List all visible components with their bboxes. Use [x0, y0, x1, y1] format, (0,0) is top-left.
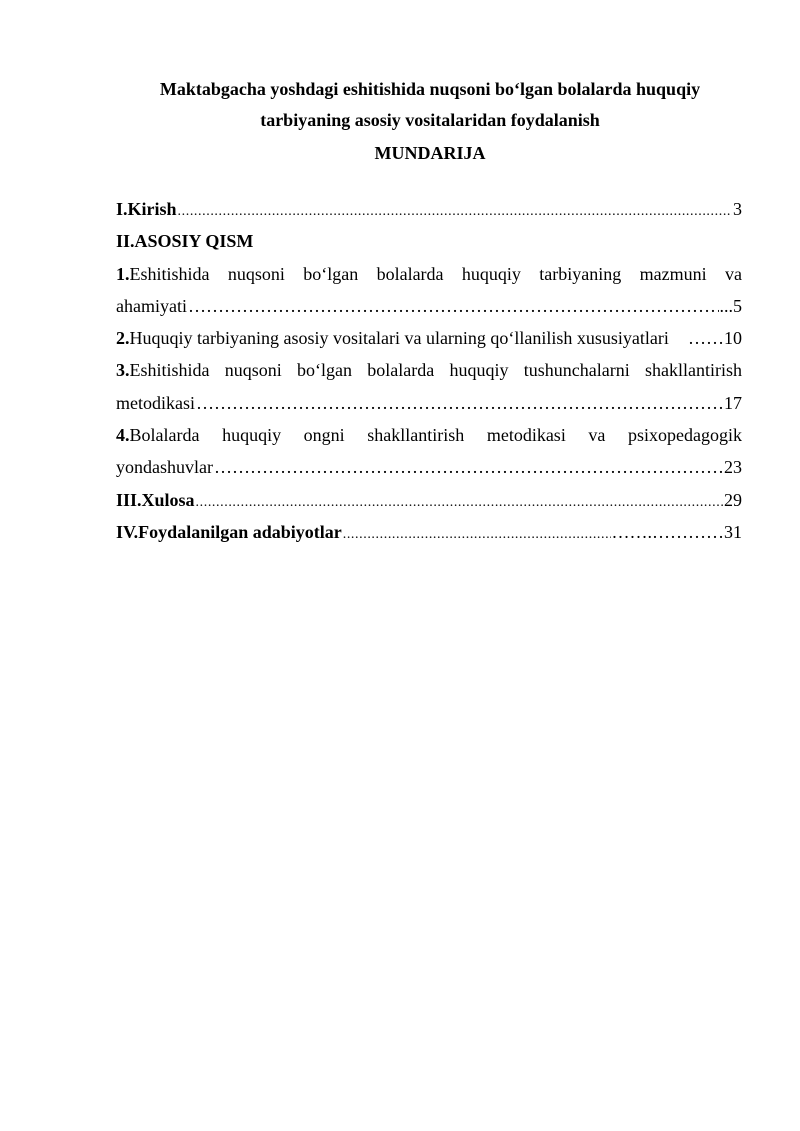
toc-page-number: 29	[724, 489, 742, 510]
toc-entry-4-line-1	[116, 419, 742, 451]
toc-entry-text: metodikasi	[116, 392, 195, 413]
toc-word: tushunchalarni	[523, 360, 630, 381]
toc-word: va	[588, 425, 606, 446]
toc-page-number: 23	[724, 457, 742, 478]
dot-leader	[196, 387, 723, 419]
toc-word: bo‘lgan	[297, 360, 352, 381]
toc-entry-1-line-1	[116, 258, 742, 290]
dot-leader	[188, 290, 719, 322]
toc-entry-number: 3.	[116, 360, 130, 381]
toc-entry-label: IV.Foydalanilgan adabiyotlar	[116, 521, 342, 542]
toc-page-number: …….…………31	[611, 521, 742, 542]
toc-word: bo‘lgan	[303, 263, 359, 284]
toc-word: huquqiy	[449, 360, 509, 381]
toc-word: bolalarda	[367, 360, 435, 381]
toc-entry-number: 4.	[116, 425, 130, 446]
toc-word: ongni	[303, 425, 345, 446]
toc-word: mazmuni	[639, 263, 707, 284]
document-title-line-2: tarbiyaning asosiy vositalaridan foydalanish	[260, 110, 600, 130]
toc-entry-kirish	[116, 193, 742, 225]
toc-page-number: 17	[724, 392, 742, 413]
toc-entry-label: I.Kirish	[116, 199, 177, 219]
toc-word: huquqiy	[461, 263, 521, 284]
toc-entry-adabiyotlar	[116, 516, 742, 548]
toc-entry-4-line-2	[116, 451, 742, 483]
title-block	[110, 74, 750, 169]
toc-word: va	[724, 263, 742, 284]
toc-word	[116, 258, 210, 290]
toc-page-number: ...5	[719, 295, 742, 316]
toc-entry-1-line-2	[116, 290, 742, 322]
toc-word: metodikasi	[486, 425, 566, 446]
toc-word: Eshitishida	[129, 360, 210, 381]
toc-entry-xulosa	[116, 484, 742, 516]
toc-entry-3-line-2	[116, 387, 742, 419]
toc-entry-3-line-1	[116, 354, 742, 386]
toc-word: shakllantirish	[644, 360, 742, 381]
toc-word: Eshitishida	[129, 263, 210, 284]
toc-entry-number: 1.	[116, 263, 130, 284]
contents-heading: MUNDARIJA	[374, 143, 486, 163]
toc-entry-2	[116, 322, 742, 354]
toc-entry-text-wrap	[116, 322, 669, 354]
toc-word: Bolalarda	[129, 425, 200, 446]
toc-word: bolalarda	[376, 263, 444, 284]
toc-word: nuqsoni	[224, 360, 282, 381]
toc-word: nuqsoni	[227, 263, 285, 284]
toc-word: psixopedagogik	[627, 425, 742, 446]
toc-word	[116, 354, 210, 386]
toc-entry-text: Huquqiy tarbiyaning asosiy vositalari va ularning qo‘llanilish xususiyatlari	[129, 328, 669, 349]
toc-entry-asosiy-qism	[116, 225, 742, 257]
dot-leader	[214, 451, 723, 483]
toc-entry-label: III.Xulosa	[116, 489, 195, 510]
toc-word: tarbiyaning	[539, 263, 622, 284]
toc-entry-number: 2.	[116, 328, 130, 349]
toc-word	[116, 419, 199, 451]
toc-page-number: 3	[733, 199, 742, 219]
toc-word: shakllantirish	[367, 425, 465, 446]
dot-leader	[178, 193, 732, 225]
toc-entry-text: yondashuvlar	[116, 457, 213, 478]
toc-section-label: II.ASOSIY QISM	[116, 231, 254, 252]
toc-entry-text: ahamiyati	[116, 295, 187, 316]
dot-leader	[343, 516, 611, 548]
toc-word: huquqiy	[222, 425, 282, 446]
document-title-line-1: Maktabgacha yoshdagi eshitishida nuqsoni bo‘lgan bolalarda huquqiy	[159, 79, 701, 99]
dot-leader	[196, 484, 723, 516]
table-of-contents	[116, 193, 742, 548]
toc-page-number: ……10	[688, 328, 742, 349]
